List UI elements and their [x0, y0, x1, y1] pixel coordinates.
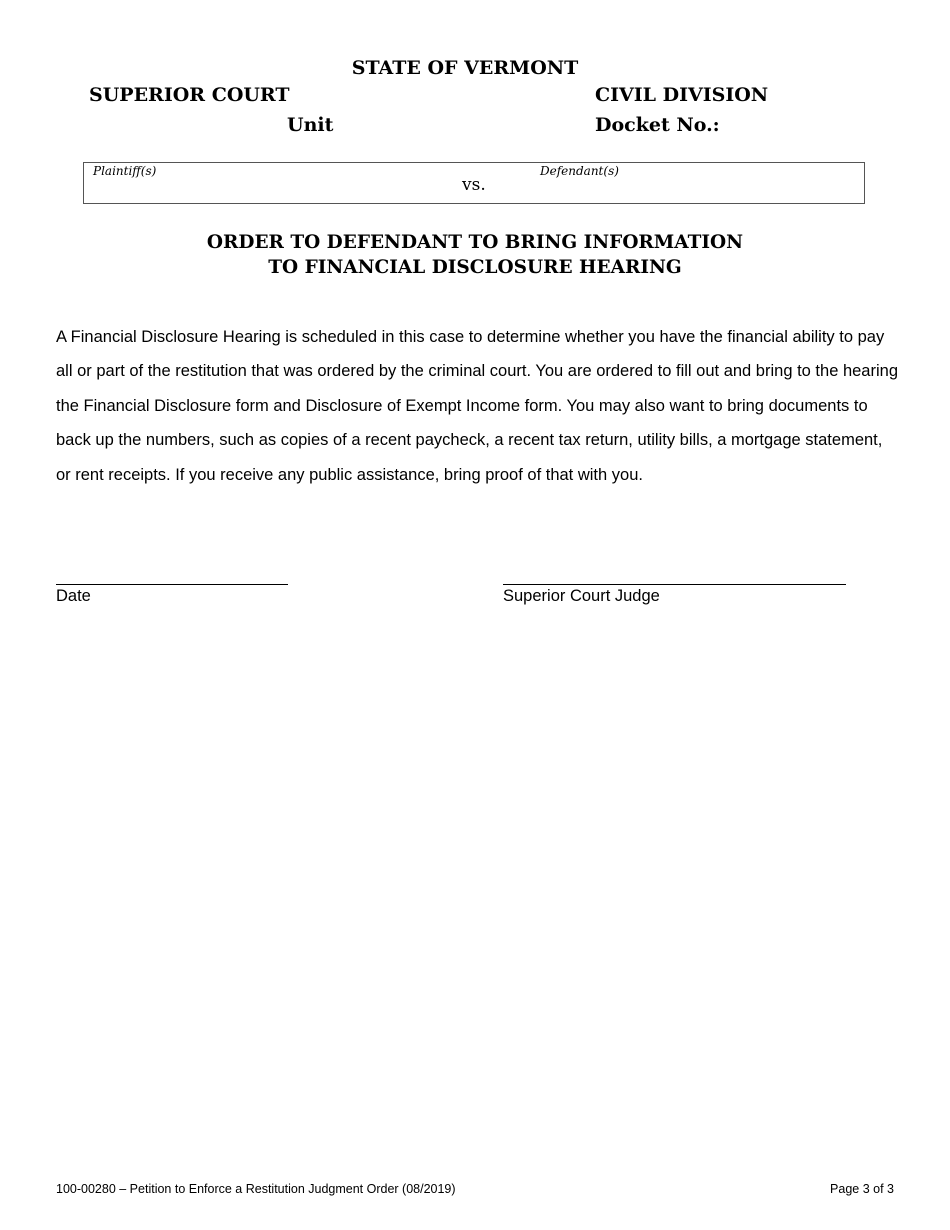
state-title: STATE OF VERMONT: [351, 57, 579, 79]
judge-label: Superior Court Judge: [503, 587, 660, 605]
plaintiff-label: Plaintiff(s): [93, 164, 157, 178]
order-title-line-2: TO FINANCIAL DISCLOSURE HEARING: [268, 257, 682, 278]
unit-label: Unit: [287, 114, 334, 136]
defendant-label: Defendant(s): [540, 164, 619, 178]
order-title: [0, 230, 950, 280]
order-title-line-1: ORDER TO DEFENDANT TO BRING INFORMATION: [206, 232, 744, 253]
date-signature-line: [56, 584, 288, 585]
judge-signature-line: [503, 584, 846, 585]
footer-form-info: 100-00280 – Petition to Enforce a Restitution Judgment Order (08/2019): [56, 1182, 456, 1196]
party-caption-box: [83, 162, 865, 204]
court-name: SUPERIOR COURT: [89, 84, 290, 106]
footer-page-number: Page 3 of 3: [830, 1182, 894, 1196]
versus-label: vs.: [462, 175, 486, 195]
division-name: CIVIL DIVISION: [595, 84, 769, 106]
order-body: A Financial Disclosure Hearing is scheduled in this case to determine whether you have the financial ability to pay all or part of the restitution that was ordered by the criminal court. You are ordered to fill out and bring to the hearing the Financial Disclosure form and Disclosure of Exempt Income form. You may also want to bring documents to back up the numbers, such as copies of a recent paycheck, a recent tax return, utility bills, a mortgage statement, or rent receipts. If you receive any public assistance, bring proof of that with you.: [56, 328, 898, 484]
date-label: Date: [56, 587, 91, 605]
docket-label: Docket No.:: [595, 114, 720, 136]
